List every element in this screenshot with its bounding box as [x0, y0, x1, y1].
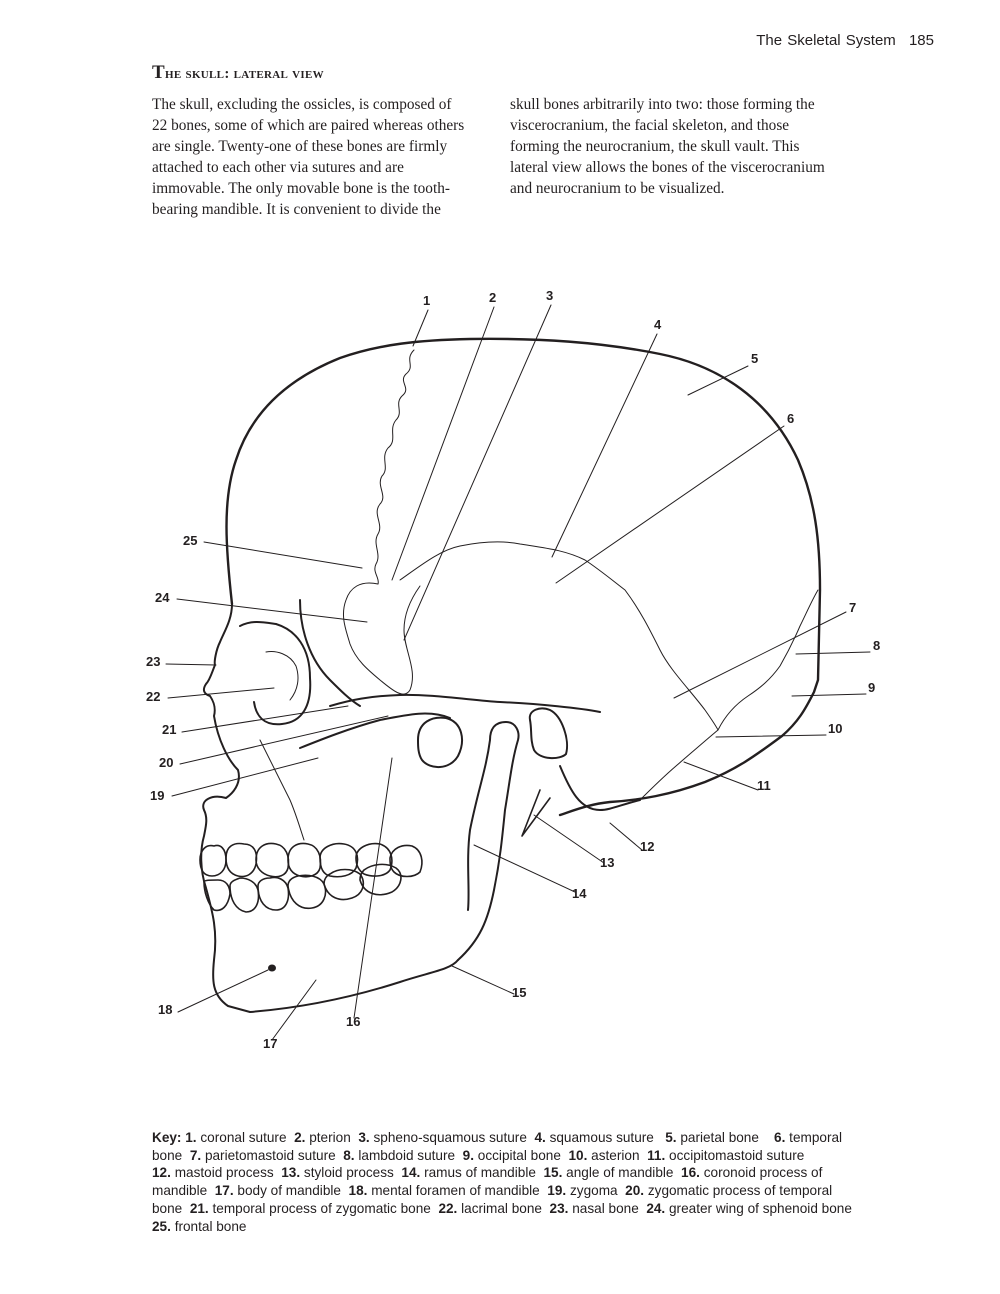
- page-number: 185: [908, 32, 934, 49]
- label-12: 12: [640, 839, 655, 854]
- key-term: pterion: [309, 1130, 351, 1145]
- key-number: 16.: [681, 1165, 700, 1181]
- text-line: 22 bones, some of which are paired whereas others: [152, 117, 465, 134]
- orbit-outline: [240, 622, 310, 724]
- text-line: forming the neurocranium, the skull vault. This: [510, 138, 800, 155]
- key-number: 1.: [185, 1130, 197, 1145]
- label-25: 25: [183, 533, 198, 548]
- key-number: 18.: [348, 1183, 368, 1199]
- key-term: bone: [152, 1200, 183, 1216]
- teeth: [200, 844, 422, 912]
- body-text-right-column: [510, 94, 850, 199]
- key-number: 6.: [774, 1130, 786, 1145]
- body-paragraph: [510, 94, 850, 199]
- key-term: lambdoid suture: [358, 1147, 456, 1163]
- key-prefix: Key:: [152, 1130, 182, 1145]
- label-19: 19: [150, 788, 165, 803]
- text-line: bearing mandible. It is convenient to divide the: [152, 201, 441, 218]
- zygomatic-arch: [330, 695, 600, 712]
- key-line: [152, 1182, 912, 1200]
- text-line: skull bones arbitrarily into two: those forming the: [510, 96, 815, 113]
- label-10: 10: [828, 721, 843, 736]
- key-term: spheno-squamous suture: [373, 1130, 527, 1145]
- key-number: 17.: [214, 1183, 234, 1199]
- key-number: 2.: [294, 1130, 306, 1145]
- label-16: 16: [346, 1014, 361, 1029]
- key-term: occipitomastoid suture: [669, 1147, 805, 1163]
- key-number: 12.: [152, 1165, 171, 1181]
- key-term: asterion: [591, 1147, 640, 1163]
- key-term: temporal: [789, 1130, 843, 1145]
- label-4: 4: [654, 317, 662, 332]
- text-line: immovable. The only movable bone is the tooth-: [152, 180, 450, 197]
- mandibular-condyle: [418, 718, 462, 767]
- key-term: coronal suture: [200, 1130, 287, 1145]
- key-line: [152, 1200, 912, 1218]
- key-term: mastoid process: [174, 1165, 274, 1181]
- label-18: 18: [158, 1002, 173, 1017]
- key-number: 5.: [665, 1130, 677, 1145]
- key-number: 9.: [462, 1147, 474, 1163]
- running-head-title: The Skeletal System: [756, 32, 896, 49]
- diagram-labels: [146, 288, 880, 1051]
- key-term: lacrimal bone: [461, 1200, 542, 1216]
- leader-lines: [166, 305, 870, 1040]
- key-term: coronoid process of: [703, 1165, 823, 1181]
- section-title: [152, 62, 324, 84]
- key-number: 7.: [189, 1147, 202, 1163]
- label-20: 20: [159, 755, 174, 770]
- key-number: 19.: [547, 1183, 567, 1199]
- key-term: zygoma: [569, 1183, 618, 1199]
- label-3: 3: [546, 288, 554, 303]
- key-term: nasal bone: [572, 1200, 639, 1216]
- key-term: parietal bone: [680, 1130, 759, 1145]
- key-number: 3.: [358, 1130, 370, 1145]
- key-term: angle of mandible: [566, 1165, 674, 1181]
- label-23: 23: [146, 654, 161, 669]
- key-term: squamous suture: [549, 1130, 654, 1145]
- key-number: 23.: [549, 1200, 569, 1216]
- key-number: 25.: [152, 1218, 171, 1234]
- label-15: 15: [512, 985, 527, 1000]
- text-line: viscerocranium, the facial skeleton, and those: [510, 117, 790, 134]
- key-term: body of mandible: [237, 1183, 341, 1199]
- label-24: 24: [155, 590, 170, 605]
- key-number: 22.: [438, 1200, 458, 1216]
- label-11: 11: [757, 778, 771, 793]
- styloid-process: [522, 790, 550, 836]
- key-term: frontal bone: [174, 1218, 247, 1234]
- external-acoustic-meatus: [530, 708, 567, 758]
- cranium-outline: [227, 339, 821, 815]
- key-number: 4.: [534, 1130, 546, 1145]
- zygoma-sutures: [260, 652, 304, 840]
- key-number: 20.: [625, 1183, 645, 1199]
- key-line: [152, 1218, 912, 1236]
- running-head: [756, 32, 934, 49]
- text-line: and neurocranium to be visualized.: [510, 180, 725, 197]
- section-title-initial: T: [152, 62, 165, 83]
- figure-key: [152, 1129, 912, 1235]
- key-term: zygomatic process of temporal: [647, 1183, 833, 1199]
- label-13: 13: [600, 855, 615, 870]
- key-term: styloid process: [303, 1165, 394, 1181]
- skull-lateral-view-diagram: [0, 270, 1000, 1090]
- label-17: 17: [263, 1036, 278, 1051]
- text-line: attached to each other via sutures and are: [152, 159, 404, 176]
- key-term: bone: [152, 1147, 183, 1163]
- key-number: 13.: [281, 1165, 301, 1181]
- key-line: [152, 1164, 912, 1182]
- key-term: mental foramen of mandible: [371, 1183, 540, 1199]
- text-line: lateral view allows the bones of the viscerocranium: [510, 159, 825, 176]
- key-number: 10.: [568, 1147, 588, 1163]
- section-title-rest: he skull: lateral view: [164, 66, 324, 82]
- lambdoid-suture: [718, 590, 818, 730]
- label-8: 8: [873, 638, 881, 653]
- label-21: 21: [162, 722, 177, 737]
- label-6: 6: [787, 411, 795, 426]
- key-term: parietomastoid suture: [204, 1147, 336, 1163]
- body-text-left-column: [152, 94, 497, 220]
- key-number: 8.: [343, 1147, 355, 1163]
- key-term: temporal process of zygomatic bone: [212, 1200, 431, 1216]
- label-22: 22: [146, 689, 161, 704]
- key-number: 24.: [646, 1200, 666, 1216]
- text-line: are single. Twenty-one of these bones are firmly: [152, 138, 448, 155]
- sutures: [260, 350, 818, 840]
- face-outline: [201, 604, 458, 1012]
- label-7: 7: [849, 600, 857, 615]
- mental-foramen: [268, 965, 276, 972]
- key-line: [152, 1129, 912, 1147]
- label-2: 2: [489, 290, 497, 305]
- key-number: 14.: [401, 1165, 421, 1181]
- temporal-line: [300, 600, 360, 706]
- sphenoid-suture: [343, 583, 420, 694]
- key-number: 11.: [647, 1147, 666, 1163]
- squamous-suture: [400, 542, 718, 730]
- key-line: [152, 1147, 912, 1165]
- key-number: 21.: [189, 1200, 209, 1216]
- body-paragraph: [152, 94, 497, 220]
- key-term: occipital bone: [477, 1147, 561, 1163]
- label-9: 9: [868, 680, 876, 695]
- label-14: 14: [572, 886, 587, 901]
- text-line: The skull, excluding the ossicles, is composed of: [152, 96, 452, 113]
- coronal-suture: [375, 350, 414, 584]
- label-1: 1: [423, 293, 431, 308]
- key-term: mandible: [152, 1183, 208, 1199]
- mandible-outline: [458, 722, 519, 960]
- key-number: 15.: [543, 1165, 563, 1181]
- key-term: greater wing of sphenoid bone: [669, 1200, 852, 1216]
- key-term: ramus of mandible: [424, 1165, 536, 1181]
- label-5: 5: [751, 351, 759, 366]
